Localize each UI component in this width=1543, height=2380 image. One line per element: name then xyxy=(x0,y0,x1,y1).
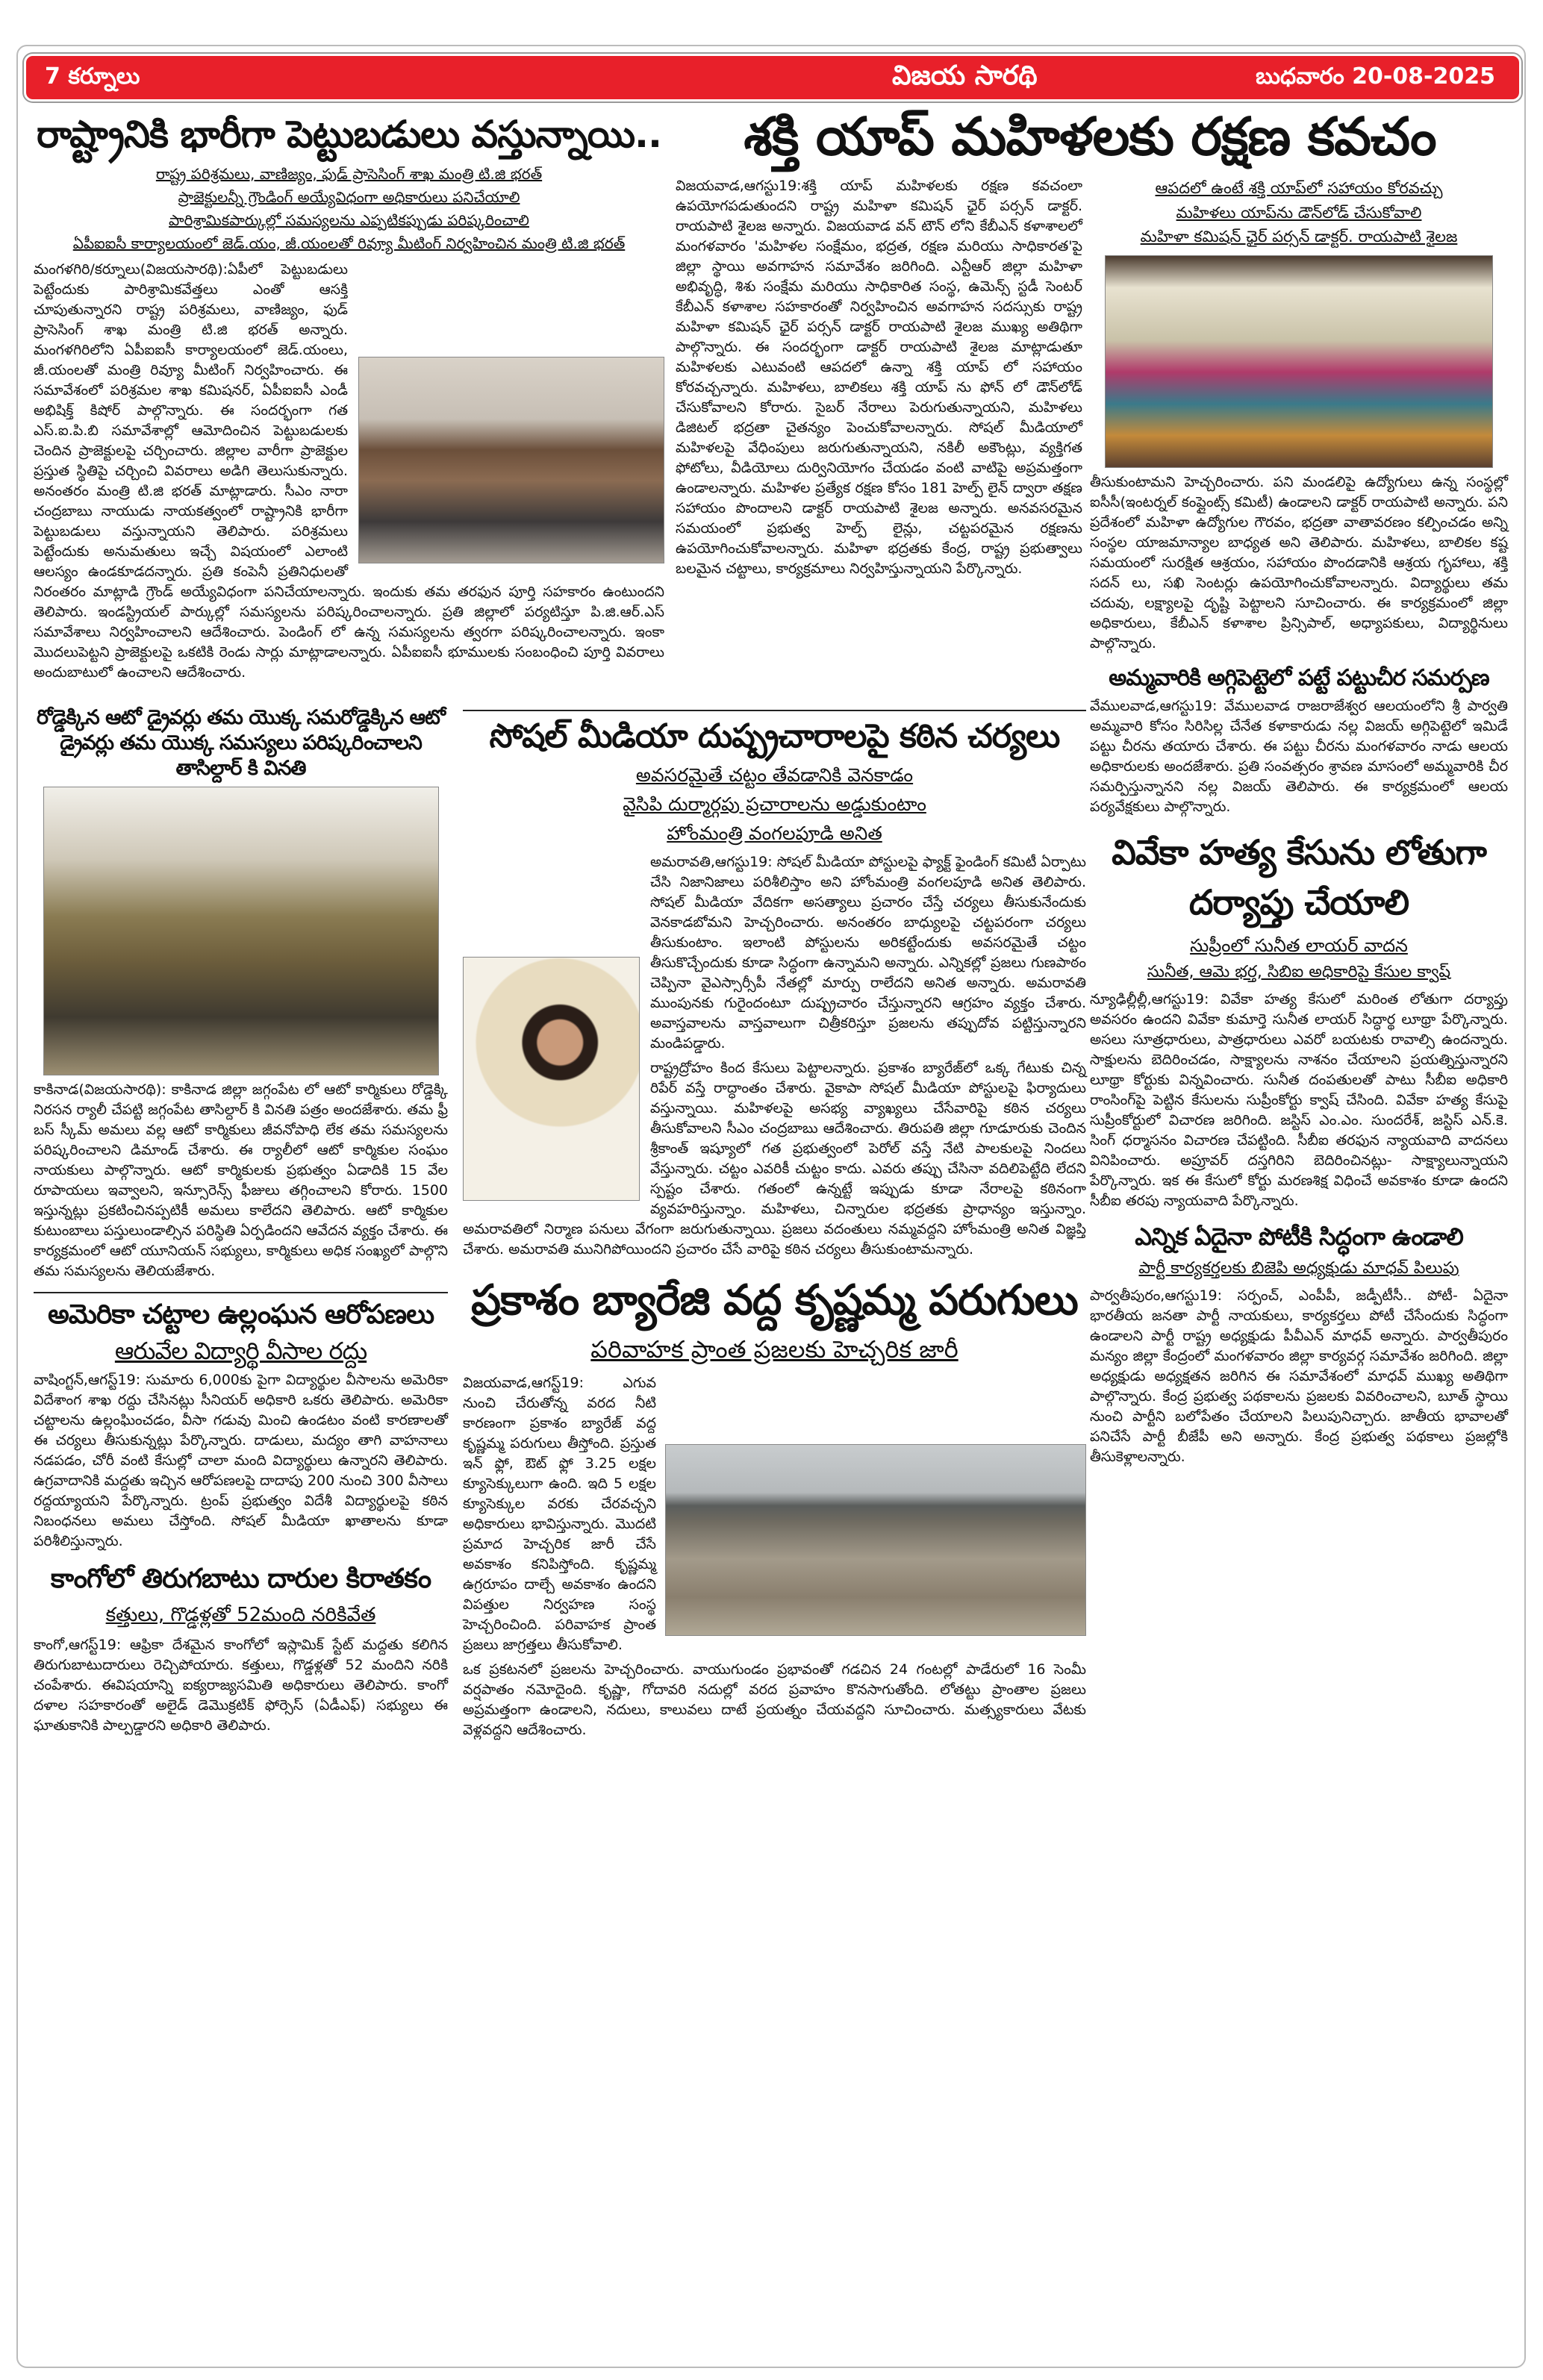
body-congo xyxy=(34,1635,448,1736)
subhead-prakasam-barrage: పరివాహక ప్రాంత ప్రజలకు హెచ్చరిక జారీ xyxy=(590,1335,958,1364)
article-text: అమరావతి,ఆగస్టు19: సోషల్ మీడియా పోస్టులపై ఫ్యాక్ట్ ఫైండింగ్ కమిటీ ఏర్పాటు చేసి నిజానిజాలు పరిశీలిస్తాం అని హోంమంత్రి వంగలపూడి అనిత తెలిపారు. సోషల్ మీడియా వేదికగా అసత్యాలు ప్రచారం చేస్తే చర్యలు తీసుకునేందుకు వెనకాడబోమని హెచ్చరించారు. అనంతరం బాధ్యులపై చట్టపరంగా చర్యలు తీసుకుంటాం. ఇలాంటి పోస్టులను అరికట్టేందుకు అవసరమైతే చట్టం తీసుకొచ్చేందుకు కూడా సిద్ధంగా ఉన్నామని అన్నారు. ఎన్నికల్లో ప్రజలు గుణపాఠం చెప్పినా వైఎస్సార్సీపీ నేతల్లో మార్పు రాలేదని అనిత అన్నారు. అమరావతి ముంపునకు గురైందంటూ దుష్ప్రచారం చేస్తున్నారని ఆగ్రహం వ్యక్తం చేశారు. అవాస్తవాలను వాస్తవాలుగా చిత్రీకరిస్తూ ప్రజలను తప్పుదోవ పట్టిస్తున్నారని మండిపడ్డారు. xyxy=(650,854,1087,1052)
headline-ammavaru: అమ్మవారికి అగ్గిపెట్టెలో పట్టే పట్టుచీర సమర్పణ xyxy=(1109,664,1489,691)
article-ammavaru xyxy=(1090,664,1508,818)
photo-review-meeting xyxy=(358,357,664,563)
subhead: వైసిపి దుర్మార్గపు ప్రచారాలను అడ్డుకుంటాం xyxy=(623,793,926,815)
article-text: విజయవాడ,ఆగస్ట్19: ఎగువ నుంచి చేరుతోన్న వరద నీటి కారణంగా ప్రకాశం బ్యారేజ్ వద్ద కృష్ణమ్మ పరుగులు తీస్తోంది. ప్రస్తుత ఇన్ ఫ్లో, ఔట్ ఫ్లో 3.25 లక్షల క్యూసెక్కులుగా ఉంది. ఇది 5 లక్షల క్యూసెక్కుల వరకు చేరవచ్చని అధికారులు భావిస్తున్నారు. మొదటి ప్రమాద హెచ్చరిక జారీ చేసే అవకాశం కనిపిస్తోంది. కృష్ణమ్మ ఉగ్రరూపం దాల్చే అవకాశం ఉందని విపత్తుల నిర్వహణ సంస్థ హెచ్చరించింది. పరివాహక ప్రాంత ప్రజలు జాగ్రత్తలు తీసుకోవాలి. xyxy=(463,1374,656,1653)
article-social-media xyxy=(463,716,1086,1264)
divider xyxy=(34,1292,448,1293)
article-text: ఒక ప్రకటనలో ప్రజలను హెచ్చరించారు. వాయుగుండం ప్రభావంతో గడచిన 24 గంటల్లో పాడేరులో 16 సెంమీ వర్షపాతం నమోదైంది. కృష్ణా, గోదావరి నదుల్లో వరద ప్రవాహం కొనసాగుతోంది. లోతట్టు ప్రాంతాల ప్రజలు అప్రమత్తంగా ఉండాలని, నదులు, కాలువలు దాటే ప్రయత్నం చేయవద్దని సూచించారు. మత్స్యకారులు వేటకు వెళ్లవద్దని ఆదేశించారు. xyxy=(463,1661,1086,1738)
body-shakti-app-cont xyxy=(1090,472,1508,654)
headline-investments: రాష్ట్రానికి భారీగా పెట్టుబడులు వస్తున్నాయి.. xyxy=(36,113,662,156)
article-us-visas xyxy=(34,1298,448,1552)
subhead-election: పార్టీ కార్యకర్తలకు బిజెపి అధ్యక్షుడు మాధవ్ పిలుపు xyxy=(1138,1258,1459,1278)
photo-auto-drivers-rally xyxy=(43,787,439,1075)
article-text: రాష్ట్రద్రోహం కింద కేసులు పెట్టాలన్నారు. ప్రకాశం బ్యారేజ్‌లో ఒక్క గేటుకు చిన్న రిపేర్ వస్తే రాద్ధాంతం చేశారు. వైకాపా సోషల్ మీడియా పోస్టులపై ఫిర్యాదులు వస్తున్నాయి. మహిళలపై అసభ్య వ్యాఖ్యలు చేసేవారిపై కఠిన చర్యలు తీసుకోవాలని సీఎం చంద్రబాబు ఆదేశించారు. తిరుపతి జిల్లా గూడూరుకు చెందిన శ్రీకాంత్ ఇష్యూలో గత ప్రభుత్వంలో పెరోల్ వస్తే నేటి పాలకులపై నిందలు వేస్తున్నారు. చట్టం ఎవరికీ చుట్టం కాదు. ఎవరు తప్పు చేసినా వదిలిపెట్టేది లేదని స్పష్టం చేశారు. గతంలో ఉన్నట్టే ఇప్పుడు కూడా నేరాలపై కఠినంగా వ్యవహరిస్తున్నాం. మహిళలు, చిన్నారుల భద్రతకు ప్రాధాన్యం ఇస్తున్నాం. అమరావతిలో నిర్మాణ పనులు వేగంగా జరుగుతున్నాయి. ప్రజలు వదంతులు నమ్మవద్దని హోంమంత్రి అనిత విజ్ఞప్తి చేశారు. అమరావతి మునిగిపోయిందని ప్రచారం చేసే వారిపై కఠిన చర్యలు తీసుకుంటామన్నారు. xyxy=(463,1060,1086,1258)
subhead: సునీత, ఆమె భర్త, సిబిఐ అధికారిపై కేసుల క్వాష్ xyxy=(1147,962,1451,981)
article-investments xyxy=(34,108,664,698)
headline-auto-drivers: రోడ్డెక్కిన ఆటో డ్రైవర్లు తమ యొక్క సమరోడ్డెక్కిన ఆటో డ్రైవర్లు తమ యొక్క సమస్యలు పరిష్కరించాలని తాసిల్దార్ కి వినతి xyxy=(36,706,446,780)
subhead: ప్రాజెక్టులన్నీ గ్రౌండింగ్ అయ్యేవిధంగా అధికారులు పనిచేయాలి xyxy=(178,187,520,206)
masthead xyxy=(24,54,1521,101)
headline-us-visas: అమెరికా చట్టాల ఉల్లంఘన ఆరోపణలు xyxy=(47,1299,434,1331)
right-column xyxy=(1090,176,1508,1478)
middle-column xyxy=(463,702,1086,1755)
article-text: వేములవాడ,ఆగస్టు19: వేములవాడ రాజరాజేశ్వర ఆలయంలోని శ్రీ పార్వతి అమ్మవారి కోసం సిరిసిల్ల చేనేత కళాకారుడు నల్ల విజయ్ అగ్గిపెట్టెలో ఇమిడే పట్టు చీరను తయారు చేశారు. ఈ పట్టు చీరను మంగళవారం నాడు ఆలయ అధికారులకు అందజేశారు. ప్రతి సంవత్సరం శ్రావణ మాసంలో అమ్మవారికి చీర సమర్పిస్తున్నానని నల్ల విజయ్ తెలిపారు. ఈ కార్యక్రమంలో ఆలయ పర్యవేక్షకులు పాల్గొన్నారు. xyxy=(1090,698,1508,816)
article-election xyxy=(1090,1222,1508,1467)
article-text: విజయవాడ,ఆగస్టు19:శక్తి యాప్ మహిళలకు రక్షణ కవచంలా ఉపయోగపడుతుందని రాష్ట్ర మహిళా కమిషన్ ఛైర్ పర్సన్ డాక్టర్. రాయపాటి శైలజ అన్నారు. విజయవాడ వన్ టౌన్ లోని కేబీఎన్ కళాశాలలో మంగళవారం 'మహిళల సంక్షేమం, భద్రత, రక్షణ మరియు సాధికారత'పై జిల్లా స్థాయి అవగాహన సమావేశం జరిగింది. ఎన్టీఆర్ జిల్లా మహిళా అభివృద్ధి, శిశు సంక్షేమ మరియు సాధికారిత సంస్థ, ఉమెన్స్ స్టడీ సెంటర్ కేబీఎన్ కళాశాల సహకారంతో నిర్వహించిన అవగాహన సదస్సుకు రాష్ట్ర మహిళా కమిషన్ ఛైర్ పర్సన్ డాక్టర్ రాయపాటి శైలజ ముఖ్య అతిథిగా పాల్గొన్నారు. ఈ సందర్భంగా డాక్టర్ రాయపాటి శైలజ మాట్లాడుతూ మహిళలకు ఎటువంటి ఆపదలో ఉన్నా శక్తి యాప్ లో సహాయం కోరవచ్చన్నారు. మహిళలు, బాలికలు శక్తి యాప్ ను ఫోన్ లో డౌన్‌లోడ్ చేసుకోవాలని కోరారు. సైబర్ నేరాలు పెరుగుతున్నాయని, మహిళలు డిజిటల్ భద్రతా చైతన్యం పెంచుకోవాలన్నారు. సోషల్ మీడియాలో మహిళలపై వేధింపులు జరుగుతున్నాయని, నకిలీ అకౌంట్లు, వ్యక్తిగత ఫోటోలు, వీడియోలు దుర్వినియోగం చేయడం వంటి వాటిపై అప్రమత్తంగా ఉండాలన్నారు. మహిళల ప్రత్యేక రక్షణ కోసం 181 హెల్ప్ లైన్ ద్వారా తక్షణ సహాయం పొందాలని డాక్టర్ రాయపాటి శైలజ అన్నారు. అనవసరమైన సమయంలో ప్రభుత్వ హెల్ప్ లైన్లు, చట్టపరమైన రక్షణను ఉపయోగించుకోవాలన్నారు. మహిళా భద్రతకు కేంద్ర, రాష్ట్ర ప్రభుత్వాలు బలమైన చట్టాలు, కార్యక్రమాలు నిర్వహిస్తున్నాయని పేర్కొన్నారు. xyxy=(676,178,1082,577)
photo-barrage-flood xyxy=(665,1444,1086,1636)
body-ammavaru xyxy=(1090,696,1508,817)
article-text: కాంగో,ఆగస్ట్19: ఆఫ్రికా దేశమైన కాంగోలో ఇస్లామిక్ స్టేట్ మద్దతు కలిగిన తిరుగుబాటుదారులు రెచ్చిపోయారు. కత్తులు, గొడ్డళ్లతో 52 మందిని నరికి చంపేశారు. ఈవిషయాన్ని ఐక్యరాజ్యసమితి అధికారులు తెలిపారు. కాంగో దళాల సహకారంతో అలైడ్ డెమొక్రటిక్ ఫోర్సెస్ (ఏడీఎఫ్) సభ్యులు ఈ ఘాతుకానికి పాల్పడ్డారని అధికారి తెలిపారు. xyxy=(34,1636,448,1734)
subhead: మహిళలు యాప్‌ను డౌన్‌లోడ్ చేసుకోవాలి xyxy=(1176,203,1422,222)
shakti-headline-block xyxy=(676,104,1504,170)
article-viveka xyxy=(1090,828,1508,1211)
body-election xyxy=(1090,1286,1508,1467)
article-text: పార్వతీపురం,ఆగస్టు19: సర్పంచ్, ఎంపీపీ, జడ్పీటీసీ.. పోటీ- ఏదైనా భారతీయ జనతా పార్టీ నాయకులు, కార్యకర్తలు పోటీ చేసేందుకు సిద్ధంగా ఉండాలని పార్టీ రాష్ట్ర అధ్యక్షుడు పీవీఎన్ మాధవ్ అన్నారు. పార్వతీపురం మన్యం జిల్లా కేంద్రంలో మంగళవారం జిల్లా కార్యవర్గ సమావేశం జరిగింది. జిల్లా అధ్యక్షుడు అధ్యక్షతన జరిగిన ఈ సమావేశంలో మాధవ్ ముఖ్య అతిథిగా పాల్గొన్నారు. కేంద్ర ప్రభుత్వ పథకాలను ప్రజలకు వివరించాలని, బూత్ స్థాయి నుంచి పార్టీని బలోపేతం చేయాలని పిలుపునిచ్చారు. జాతీయ భావాలతో పనిచేసే పార్టీ బీజేపీ అని అన్నారు. కేంద్ర ప్రభుత్వ పథకాలు ప్రజల్లోకి తీసుకెళ్లాలన్నారు. xyxy=(1090,1287,1508,1465)
article-text: న్యూఢిల్లీల్లీ,ఆగస్టు19: వివేకా హత్య కేసులో మరింత లోతుగా దర్యాప్తు అవసరం ఉందని వివేకా కుమార్తె సునీత లాయర్ సిద్ధార్థ లూథ్రా పేర్కొన్నారు. అసలు సూత్రధారులు, పాత్రధారులు ఎవరో బయటకు రావాల్సి ఉందన్నారు. సాక్షులను బెదిరించడం, సాక్ష్యాలను నాశనం చేయాలని ప్రయత్నిస్తున్నారని లూథ్రా కోర్టుకు విన్నవించారు. సునీత దంపతులతో పాటు సీబీఐ అధికారి రాంసింగ్‌పై పెట్టిన కేసులను సుప్రీంకోర్టు క్వాష్ చేసింది. వివేకా హత్య కేసుపై సుప్రీంకోర్టులో విచారణ జరిగింది. జస్టిస్ ఎం.ఎం. సుందరేశ్, జస్టిస్ ఎన్.కె. సింగ్ ధర్మాసనం విచారణ చేపట్టింది. సీబీఐ తరఫున న్యాయవాది వాదనలు వినిపించారు. అప్రూవర్ దస్తగిరిని బెదిరించినట్లు- సాక్ష్యాలున్నాయని పేర్కొన్నారు. ఇక ఈ కేసులో కోర్టు మరణశిక్ష విధించే అవకాశం కూడా ఉందని సీబీఐ తరపు న్యాయవాది పేర్కొన్నారు. xyxy=(1090,990,1508,1209)
subhead-us-visas: ఆరువేల విద్యార్థి వీసాల రద్దు xyxy=(114,1337,367,1366)
subhead: అవసరమైతే చట్టం తేవడానికి వెనకాడం xyxy=(635,764,914,786)
article-text: వాషింగ్టన్,ఆగస్ట్19: సుమారు 6,000కు పైగా విద్యార్థుల వీసాలను అమెరికా విదేశాంగ శాఖ రద్దు చేసినట్లు సీనియర్ అధికారి ఒకరు తెలిపారు. అమెరికా చట్టాలను ఉల్లంఘించడం, వీసా గడువు మించి ఉండటం వంటి కారణాలతో ఈ చర్యలు తీసుకున్నట్లు పేర్కొన్నారు. దాడులు, మద్యం తాగి వాహనాలు నడపడం, చోరీ వంటి కేసుల్లో చాలా మంది విద్యార్థులు ఉన్నారని తెలిపారు. ఉగ్రవాదానికి మద్దతు ఇచ్చిన ఆరోపణలపై దాదాపు 200 నుంచి 300 వీసాలు రద్దయ్యాయని పేర్కొన్నారు. ట్రంప్ ప్రభుత్వం విదేశీ విద్యార్థులపై కఠిన నిబంధనలు అమలు చేస్తోంది. సోషల్ మీడియా ఖాతాలను కూడా పరిశీలిస్తున్నారు. xyxy=(34,1372,448,1550)
subhead: ఆపదలో ఉంటే శక్తి యాప్‌లో సహాయం కోరవచ్చు xyxy=(1155,179,1443,197)
article-prakasam-barrage xyxy=(463,1275,1086,1745)
body-shakti-app xyxy=(676,176,1082,590)
body-investments xyxy=(34,260,664,687)
page-number-city: 7 కర్నూలు xyxy=(45,63,140,90)
body-viveka xyxy=(1090,990,1508,1211)
headline-congo: కాంగోలో తిరుగబాటు దారుల కిరాతకం xyxy=(50,1564,431,1595)
newspaper-name: విజయ సారథి xyxy=(892,60,1038,91)
subhead: సుప్రీంలో సునీత లాయర్ వాదన xyxy=(1190,934,1408,956)
subhead: హోంమంత్రి వంగలపూడి అనిత xyxy=(667,822,882,844)
body-social-media xyxy=(463,852,1086,1260)
divider xyxy=(463,710,1086,711)
shakti-app-continued xyxy=(1090,176,1508,654)
subhead-congo: కత్తులు, గొడ్డళ్లతో 52మంది నరికివేత xyxy=(105,1604,376,1627)
headline-shakti-app: శక్తి యాప్ మహిళలకు రక్షణ కవచం xyxy=(744,106,1436,167)
subhead: మహిళా కమిషన్ ఛైర్ పర్సన్ డాక్టర్. రాయపాటి శైలజ xyxy=(1140,228,1458,246)
photo-home-minister-anitha xyxy=(463,957,640,1201)
issue-date: బుధవారం 20-08-2025 xyxy=(1256,63,1495,90)
headline-social-media: సోషల్ మీడియా దుష్ప్రచారాలపై కఠిన చర్యలు xyxy=(489,717,1060,755)
article-text: కాకినాడ(విజయసారథి): కాకినాడ జిల్లా జగ్గంపేట లో ఆటో కార్మికులు రోడ్డెక్కి నిరసన ర్యాలీ చేపట్టి జగ్గంపేట తాసిల్దార్ కి వినతి పత్రం అందజేశారు. తమ ఫ్రీ బస్ స్కీమ్ అమలు వల్ల ఆటో కార్మికులు జీవనోపాధి లేక తమ సమస్యలను పరిష్కరించాలని డిమాండ్ చేశారు. ఈ ర్యాలీలో ఆటో కార్మికుల సంఘం నాయకులు పాల్గొన్నారు. ఆటో కార్మికులకు ప్రభుత్వం ఏడాదికి 15 వేల రూపాయలు ఇవ్వాలని, ఇన్సూరెన్స్ ఫీజులు తగ్గించాలని కోరారు. 1500 ఇస్తున్నట్లు ప్రకటించినప్పటికీ అమలు కాలేదని తెలిపారు. ఆటో కార్మికుల కుటుంబాలు పస్తులుండాల్సిన పరిస్థితి ఏర్పడిందని ఆవేదన వ్యక్తం చేశారు. ఈ కార్యక్రమంలో ఆటో యూనియన్ సభ్యులు, కార్మికులు అధిక సంఖ్యలో పాల్గొని తమ సమస్యలను తెలియజేశారు. xyxy=(34,1081,448,1280)
subhead: పారిశ్రామికపార్కుల్లో సమస్యలను ఎప్పటికప్పుడు పరిష్కరించాలి xyxy=(169,210,529,229)
subhead: రాష్ట్ర పరిశ్రమలు, వాణిజ్యం, ఫుడ్ ప్రాసెసింగ్ శాఖ మంత్రి టి.జి భరత్ xyxy=(155,164,543,183)
photo-awareness-meeting xyxy=(1105,255,1493,468)
article-text: మంగళగిరి/కర్నూలు(విజయసారథి):ఏపీలో పెట్టుబడులు పెట్టేందుకు పారిశ్రామికవేత్తలు ఎంతో ఆసక్తి చూపుతున్నారని రాష్ట్ర పరిశ్రమలు, వాణిజ్యం, ఫుడ్ ప్రాసెసింగ్ శాఖ మంత్రి టి.జి భరత్ అన్నారు. మంగళగిరిలోని ఏపీఐఐసీ కార్యాలయంలో జెడ్.యంలు, జీ.యంలతో మంత్రి రివ్యూ మీటింగ్ నిర్వహించారు. ఈ సమావేశంలో పరిశ్రమల శాఖ కమిషనర్, ఏపీఐఐసీ ఎండీ అభిషిక్త్ కిషోర్ పాల్గొన్నారు. ఈ సందర్భంగా గత ఎస్.ఐ.పి.బి సమావేశాల్లో ఆమోదించిన పెట్టుబడులకు చెందిన ప్రాజెక్టులపై చర్చించారు. జిల్లాల వారీగా ప్రాజెక్టుల ప్రస్తుత స్థితిపై చర్చించి వివరాలు అడిగి తెలుసుకున్నారు. అనంతరం మంత్రి టి.జి భరత్ మాట్లాడారు. సీఎం నారా చంద్రబాబు నాయుడు నాయకత్వంలో రాష్ట్రానికి భారీగా పెట్టుబడులు వస్తున్నాయని తెలిపారు. పరిశ్రమలు పెట్టేందుకు అనుమతులు ఇచ్చే విషయంలో ఎలాంటి ఆలస్యం ఉండకూడదన్నారు. ప్రతి కంపెనీ ప్రతినిధులతో నిరంతరం మాట్లాడి గ్రౌండ్ అయ్యేవిధంగా పనిచేయాలన్నారు. ఇందుకు తమ తరఫున పూర్తి సహకారం ఉంటుందని తెలిపారు. ఇండస్ట్రియల్ పార్కుల్లో సమస్యలను పరిష్కరించాలన్నారు. ప్రతి జిల్లాలో పర్యటిస్తూ పి.జి.ఆర్.ఎస్ సమావేశాలు నిర్వహించాలని ఆదేశించారు. పెండింగ్ లో ఉన్న సమస్యలను త్వరగా పరిష్కరించాలన్నారు. ఇంకా మొదలుపెట్టని ప్రాజెక్టులపై ఒకటికి రెండు సార్లు మాట్లాడాలన్నారు. ఏపీఐఐసీ భూములకు సంబంధించి పూర్తి వివరాలు అందుబాటులో ఉంచాలని ఆదేశించారు. xyxy=(34,260,664,681)
headline-election: ఎన్నిక ఏదైనా పోటీకి సిద్ధంగా ఉండాలి xyxy=(1135,1222,1463,1251)
body-auto-drivers xyxy=(34,1080,448,1281)
left-column xyxy=(34,702,448,1746)
headline-viveka-case: వివేకా హత్య కేసును లోతుగా దర్యాప్తు చేయాలి xyxy=(1112,832,1486,922)
subhead: ఏపీఐఐసీ కార్యాలయంలో జెడ్.యం, జీ.యంలతో రివ్యూ మీటింగ్ నిర్వహించిన మంత్రి టి.జి భరత్ xyxy=(72,234,626,252)
body-prakasam-barrage xyxy=(463,1373,1086,1740)
article-congo xyxy=(34,1562,448,1735)
article-auto-drivers xyxy=(34,705,448,1281)
article-text: తీసుకుంటామని హెచ్చరించారు. పని మండలిపై ఉద్యోగులు ఉన్న సంస్థల్లో ఐసీసీ(ఇంటర్నల్ కంప్లైంట్స్ కమిటీ) ఉండాలని డాక్టర్ రాయపాటి అన్నారు. పని ప్రదేశంలో మహిళా ఉద్యోగుల గౌరవం, భద్రతా వాతావరణం కల్పించడం అన్ని సంస్థల యాజమాన్యాల బాధ్యత అని తెలిపారు. మహిళలు, బాలికల కష్ట సమయంలో సురక్షిత ఆశ్రయం, సహాయం పొందడానికి ఆశ్రయ గృహాలు, శక్తి సదన్ లు, సఖి సెంటర్లు ఉపయోగించుకోవాలన్నారు. విద్యార్థులు తమ చదువు, లక్ష్యాలపై దృష్టి పెట్టాలని సూచించారు. ఈ కార్యక్రమంలో జిల్లా అధికారులు, కేబీఎన్ కళాశాల ప్రిన్సిపాల్, అధ్యాపకులు, విద్యార్థినులు పాల్గొన్నారు. xyxy=(1090,473,1508,652)
headline-prakasam-barrage: ప్రకాశం బ్యారేజి వద్ద కృష్ణమ్మ పరుగులు xyxy=(471,1276,1078,1325)
body-us-visas xyxy=(34,1370,448,1552)
